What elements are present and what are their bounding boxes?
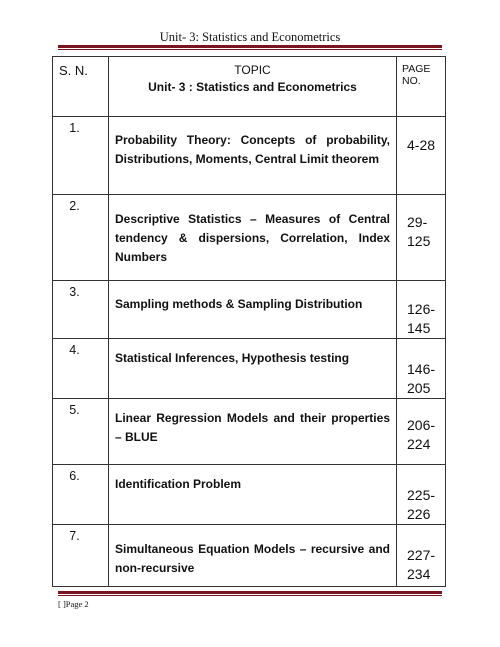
unit-title: Unit- 3 : Statistics and Econometrics <box>148 80 357 94</box>
row-serial-number: 3. <box>53 281 109 339</box>
table-row <box>53 339 446 399</box>
row-serial-number: 5. <box>53 399 109 465</box>
row-topic: Linear Regression Models and their properties – BLUE <box>109 399 397 465</box>
row-page-number: 29-125 <box>397 195 446 281</box>
row-serial-number: 1. <box>53 117 109 195</box>
row-page-number: 146-205 <box>397 339 446 399</box>
table-header-row <box>53 57 446 117</box>
row-serial-number: 6. <box>53 465 109 525</box>
row-topic: Probability Theory: Concepts of probability, Distributions, Moments, Central Limit theorem <box>109 117 397 195</box>
column-header-page: PAGE NO. <box>397 57 446 117</box>
table-row <box>53 195 446 281</box>
row-topic: Simultaneous Equation Models – recursive and non-recursive <box>109 525 397 587</box>
header-rule-thick <box>58 45 442 48</box>
row-serial-number: 2. <box>53 195 109 281</box>
row-page-number: 126-145 <box>397 281 446 339</box>
footer-rule-thick <box>58 591 442 594</box>
topic-header-label: TOPIC <box>234 63 271 77</box>
table-row <box>53 117 446 195</box>
page-footer: [ ]Page 2 <box>58 599 89 609</box>
row-topic: Descriptive Statistics – Measures of Central tendency & dispersions, Correlation, Index Numbers <box>109 195 397 281</box>
table-row <box>53 399 446 465</box>
row-page-number: 225-226 <box>397 465 446 525</box>
table-row <box>53 525 446 587</box>
row-topic: Identification Problem <box>109 465 397 525</box>
row-page-number: 206-224 <box>397 399 446 465</box>
row-page-number: 227-234 <box>397 525 446 587</box>
table-row <box>53 281 446 339</box>
row-page-number: 4-28 <box>397 117 446 195</box>
column-header-topic <box>109 57 397 117</box>
row-serial-number: 7. <box>53 525 109 587</box>
contents-table <box>52 56 446 587</box>
page-header-title: Unit- 3: Statistics and Econometrics <box>159 30 341 44</box>
column-header-sn: S. N. <box>53 57 109 117</box>
row-topic: Statistical Inferences, Hypothesis testing <box>109 339 397 399</box>
table-row <box>53 465 446 525</box>
header-rule-thin <box>58 49 442 50</box>
row-topic: Sampling methods & Sampling Distribution <box>109 281 397 339</box>
row-serial-number: 4. <box>53 339 109 399</box>
footer-rule-thin <box>58 595 442 596</box>
